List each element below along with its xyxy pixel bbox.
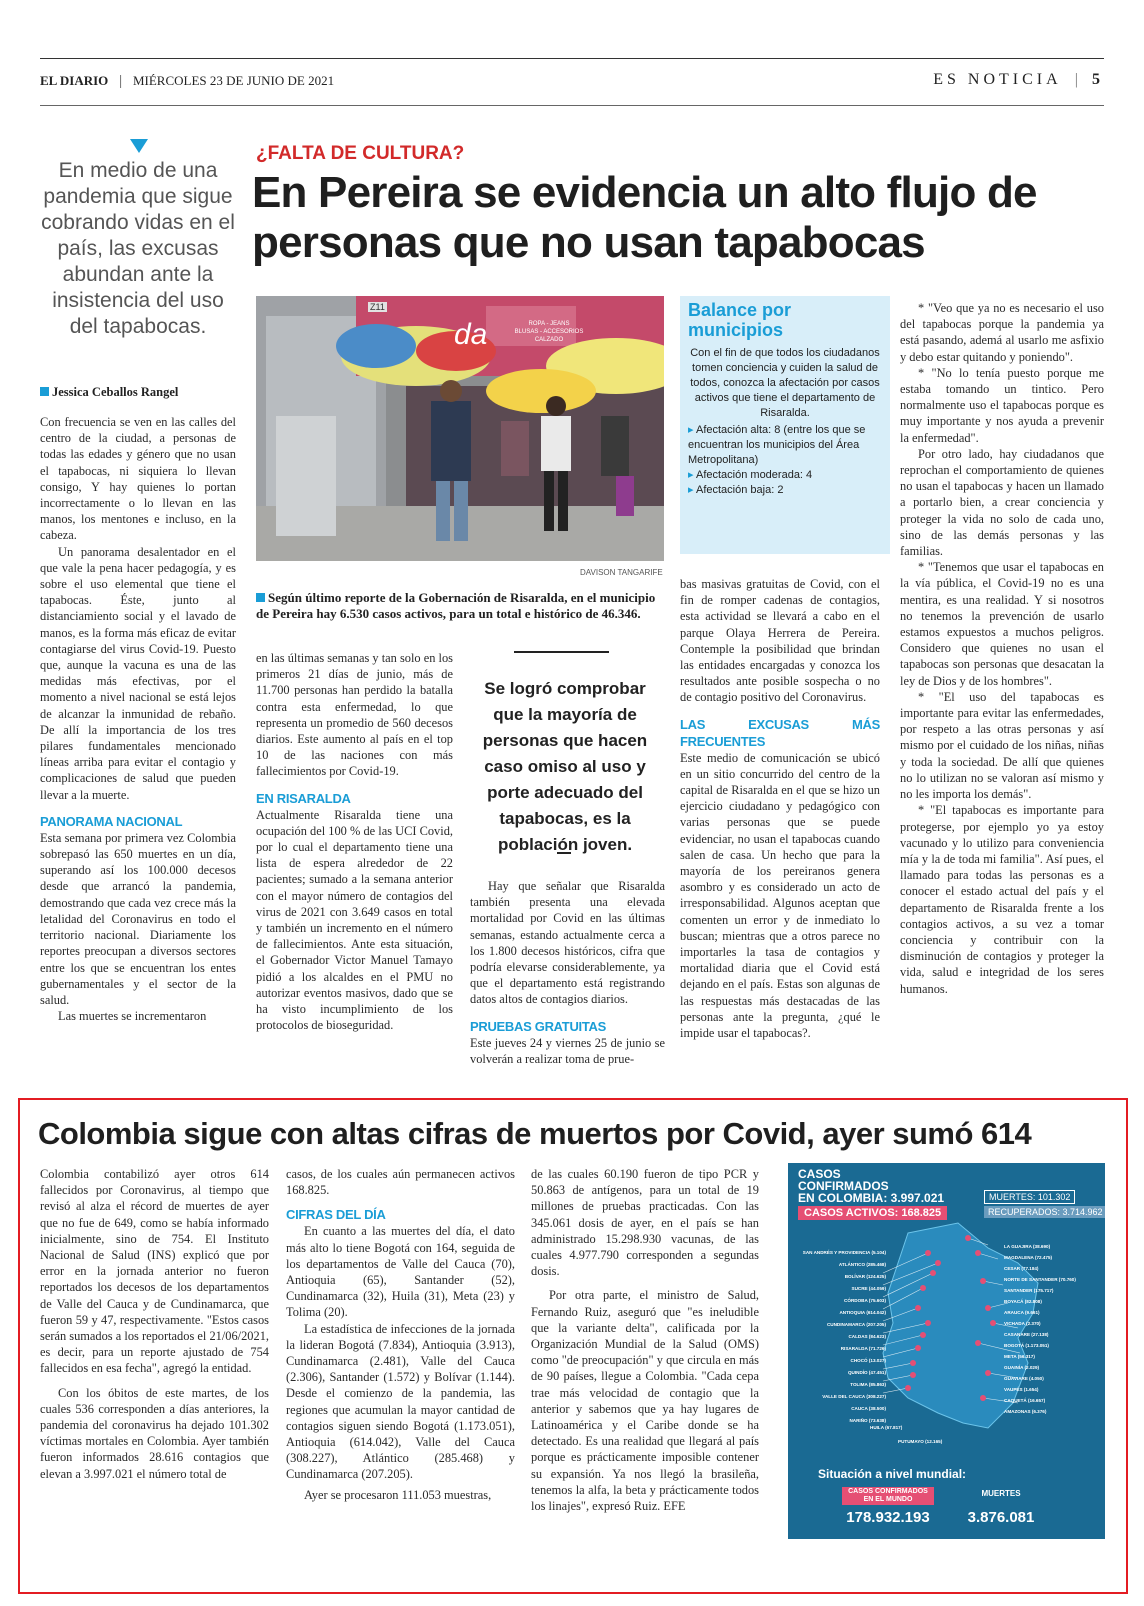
- region-label: RISARALDA (71.726): [840, 1346, 886, 1351]
- box-item: ▸ Afectación alta: 8 (entre los que se encuentran los municipios del Área Metropolitana): [688, 424, 866, 466]
- region-label: META (56.317): [1004, 1354, 1035, 1359]
- paragraph: Por otra parte, el ministro de Salud, Fernando Ruiz, aseguró que "es ineludible que la variante delta", calificada por la Organización Mundial de la Salud (OMS) como "de preocupación" y que circula en más de 90 países, llegue a Colombia. "Cada cepa trae más velocidad de contagio que la anterior y sabemos que ya hay lugares de Latinoamérica y el Caribe donde se ha detectado. Es una realidad que llegará al país porque es prácticamente imposible contener su expansión. Ya nos llegó la brasileña, tenemos la alfa, la beta y prácticamente todos los linajes", expresó Ruiz. EFE: [531, 1288, 759, 1514]
- region-label: CALDAS (84.623): [848, 1334, 886, 1339]
- pull-quote-left: En medio de una pandemia que sigue cobrando vidas en el país, las excusas abundan ante la insistencia del uso del tapabocas.: [41, 159, 235, 338]
- pull-quote-mid: Se logró comprobar que la mayoría de personas que hacen caso omiso al uso y porte adecuado del tapabocas, es la población joven.: [482, 679, 648, 854]
- triangle-bullet-icon: ▸: [688, 424, 694, 436]
- street-photo: [256, 296, 664, 561]
- subhead-pruebas: PRUEBAS GRATUITAS: [470, 1018, 606, 1034]
- column-4: [680, 576, 880, 1041]
- triangle-bullet-icon: ▸: [688, 484, 694, 496]
- box-item: ▸ Afectación moderada: 4: [688, 469, 813, 481]
- page-header: EL DIARIO | MIÉRCOLES 23 DE JUNIO DE 2021 ES NOTICIA | 5: [40, 58, 1104, 106]
- paragraph: Hay que señalar que Risaralda también presenta una elevada mortalidad por Covid en las últimas semanas, estando actualmente cerca a los 1.800 decesos históricos, cifra que podría elevarse considerablemente, ya que el departamento está registrando datos altos de contagios diarios.: [470, 879, 665, 1007]
- paragraph: en las últimas semanas y tan solo en los primeros 21 días de junio, más de 11.700 personas han perdido la batalla contra esta enfermedad, lo que representa un promedio de 560 decesos diarios. Este aumento al país en el top 10 de las naciones con más fallecimientos por Covid-19.: [256, 651, 453, 779]
- issue-date: MIÉRCOLES 23 DE JUNIO DE 2021: [132, 73, 335, 88]
- region-label: ATLÁNTICO (285.468): [838, 1262, 886, 1267]
- paragraph: * "El tapabocas es importante para protegerse, por ejemplo yo ya estoy vacunado y lo utilizo para conveniencia mía y la de toda mi familia". Así pues, el llamado para todas las personas es a conocer el estado actual del país y el departamento de Risaralda frente a los contagios activos, a su vez a tomar conciencia y contribuir con la disminución de contagios y proteger la vida, salud e integridad de los seres humanos.: [900, 803, 1104, 996]
- region-label: SANTANDER (175.717): [1004, 1288, 1054, 1293]
- infographic-title-2: CONFIRMADOS: [798, 1179, 889, 1193]
- region-label: CAQUETÁ (16.657): [1004, 1398, 1046, 1403]
- paragraph: Actualmente Risaralda tiene una ocupación del 100 % de las UCI Covid, por lo cual el departamento tiene una lista de espera alrededor de 22 pacientes; sumado a la semana anterior con el mayor número de contagios del virus de 2021 con 3.649 casos en total y también un incremento en el número de fallecimientos. Ante esta situación, el Gobernador Victor Manuel Tamayo pidió a los alcaldes en el PMU no autorizar eventos masivos, dado que se ha visto incumplimiento de los protocolos de bioseguridad.: [256, 807, 453, 1033]
- paragraph: En cuanto a las muertes del día, el dato más alto lo tiene Bogotá con 164, seguida de los departamentos de Valle del Cauca (70), Antioquia (65), Santander (52), Cundinamarca (32), Huila (31), Meta (23) y Tolima (20).: [286, 1224, 515, 1320]
- region-label: BOLÍVAR (124.625): [844, 1274, 886, 1279]
- paragraph: * "No lo tenía puesto porque me estaba tomando un tintico. Pero normalmente uso el tapabocas porque es muy importante y nos ayuda a prevenir la enfermedad".: [900, 365, 1104, 445]
- region-label: SUCRE (44.059): [851, 1286, 886, 1291]
- paragraph: de las cuales 60.190 fueron de tipo PCR y 50.863 de antígenos, para un total de 19 millones de pruebas practicadas. Con las 345.061 dosis de ayer, en el país se han administrado 15.298.930 vacunas, de las cuales 4.977.790 corresponden a segundas dosis.: [531, 1167, 759, 1279]
- paragraph: * "Tenemos que usar el tapabocas en la vía pública, el Covid-19 no es una mentira, es una realidad. Y si nosotros no tenemos la prevención de usarlo estamos expuestos a muchos peligros. Considero que quienes no usan el tapabocas son personas que desacatan la ley de Dios y de los hombres".: [900, 560, 1104, 688]
- world-cases-label: CASOS CONFIRMADOS EN EL MUNDO: [842, 1487, 934, 1505]
- secondary-column-2: [286, 1166, 515, 1503]
- paragraph: Con frecuencia se ven en las calles del centro de la ciudad, a personas de todas las edades y género que no usan el tapabocas, ni siquiera lo llevan consigo, Y hay quienes lo portan incorrectamente o lo llevan en las manos, los mentones e incluso, en la cabeza.: [40, 415, 236, 543]
- paragraph: Ayer se procesaron 111.053 muestras,: [304, 1487, 492, 1502]
- region-label: PUTUMAYO (12.165): [898, 1439, 943, 1444]
- region-label: SAN ANDRÉS Y PROVIDENCIA (5.104): [802, 1250, 886, 1255]
- paragraph: bas masivas gratuitas de Covid, con el fin de romper cadenas de contagios, esta actividad se llevará a cabo en el parque Olaya Herrera de Pereira. Contemple la posibilidad que brindan las entidades encargadas y conozca los resultados ante posible sospecha o no de contagio positivo del Coronavirus.: [680, 577, 880, 705]
- paragraph: Las muertes se incrementaron: [58, 1009, 207, 1024]
- paragraph: casos, de los cuales aún permanecen activos 168.825.: [286, 1167, 515, 1198]
- box-title: Balance por municipios: [688, 300, 792, 340]
- region-label: AMAZONAS (6.376): [1004, 1409, 1047, 1414]
- pullquote-rule-bottom: [557, 852, 571, 854]
- paragraph: Este jueves 24 y viernes 25 de junio se volverán a realizar toma de prue-: [470, 1035, 665, 1066]
- region-label: BOYACÁ (82.808): [1004, 1299, 1042, 1304]
- deaths-badge: MUERTES: 101.302: [984, 1190, 1075, 1204]
- photo-credit: DAVISON TANGARIFE: [580, 568, 663, 577]
- region-label: CESAR (77.184): [1004, 1266, 1039, 1271]
- region-list-left: [798, 1247, 886, 1427]
- region-label: NORTE DE SANTANDER (70.760): [1004, 1277, 1076, 1282]
- subhead-risaralda: EN RISARALDA: [256, 790, 351, 806]
- column-3: [470, 878, 665, 1067]
- world-title: Situación a nivel mundial:: [818, 1467, 967, 1481]
- infographic-title-3: EN COLOMBIA: 3.997.021: [798, 1191, 945, 1205]
- paper-name: EL DIARIO: [40, 73, 109, 88]
- region-label: ARAUCA (9.661): [1004, 1310, 1040, 1315]
- paragraph: * "El uso del tapabocas es importante para evitar las enfermedades, por respeto a las otras personas y así mismo por el cuidado de los niñas, niñas y toda la sociedad. De allí que quienes no lo utilizan no se valoran así mismo y no les importa los demás".: [900, 689, 1104, 802]
- balance-box: [680, 296, 890, 554]
- region-label: HUILA (67.817): [870, 1425, 903, 1430]
- infographic-title-1: CASOS: [798, 1167, 841, 1181]
- active-cases-badge: CASOS ACTIVOS: 168.825: [798, 1206, 947, 1220]
- caption-square-icon: [256, 593, 265, 602]
- recovered-badge: RECUPERADOS: 3.714.962: [984, 1206, 1105, 1218]
- photo-sign-store: ROPA - JEANS BLUSAS - ACCESORIOS CALZADO: [514, 321, 584, 343]
- world-cases-value: 178.932.193: [846, 1509, 930, 1526]
- box-item: ▸ Afectación baja: 2: [688, 484, 784, 496]
- paragraph: La estadística de infecciones de la jornada la lideran Bogotá (7.834), Antioquia (3.913), Cundinamarca (2.481), Valle del Cauca (2.306), Santander (1.572) y Bolívar (1.144). Desde el comienzo de la pandemia, las regiones que acumulan la mayor cantidad de contagios siguen siendo Bogotá (1.173.051), Antioquia (614.042), Valle del Cauca (308.227), Atlántico (285.468) y Cundinamarca (207.205).: [286, 1321, 515, 1482]
- region-label: BOGOTÁ (1.173.051): [1004, 1343, 1049, 1348]
- subhead-cifras: CIFRAS DEL DÍA: [286, 1207, 386, 1223]
- covid-infographic: [788, 1163, 1105, 1539]
- secondary-column-3: [531, 1166, 759, 1514]
- region-label: GUAVIARE (4.050): [1004, 1376, 1044, 1381]
- region-label: LA GUAJIRA (38.690): [1004, 1244, 1051, 1249]
- column-5: [900, 300, 1104, 997]
- region-label: CUNDINAMARCA (207.205): [826, 1322, 886, 1327]
- paragraph: Con los óbitos de este martes, de los cuales 536 corresponden a días anteriores, la pandemia del coronavirus ha dejado 101.302 víctimas mortales en Colombia. Ayer también fueron informados 28.616 contagios que elevan a 3.997.021 el número total de: [40, 1385, 269, 1481]
- author-name: Jessica Ceballos Rangel: [52, 385, 179, 399]
- region-label: VAUPÉS (1.654): [1004, 1387, 1039, 1392]
- triangle-bullet-icon: ▸: [688, 469, 694, 481]
- region-label: VICHADA (2.370): [1004, 1321, 1041, 1326]
- secondary-column-1: [40, 1166, 269, 1482]
- region-label: CÓRDOBA (75.603): [844, 1298, 886, 1303]
- section-name: ES NOTICIA: [933, 71, 1061, 88]
- column-1: [40, 414, 236, 1024]
- subhead-excusas: LAS EXCUSAS MÁS FRECUENTES: [680, 716, 880, 749]
- main-headline: En Pereira se evidencia un alto flujo de personas que no usan tapabocas: [252, 168, 1037, 267]
- paragraph: * "Veo que ya no es necesario el uso del tapabocas porque la pandemia ya está pasando, ademá al usarlo me asfixio y debo estar quitando y poniendo".: [900, 301, 1104, 364]
- paragraph: Esta semana por primera vez Colombia sobrepasó las 650 muertes en un día, superando así los 100.000 decesos desde que arrancó la pandemia, demostrando que cada vez crece más la letalidad del Coronavirus en todo el territorio nacional. Diariamente los reportes preocupan a diversos sectores entre los que se encuentran los entes gubernamentales y el sector de la salud.: [40, 830, 236, 1007]
- paragraph: Un panorama desalentador en el que vale la pena hacer pedagogía, y es sobre el uso elemental que tiene el tapabocas. Éste, junto al distanciamiento social y el lavado de manos, es la forma más eficaz de evitar contagiarse del virus Covid-19. Puesto que, aunque la vacuna es una de las medidas más efectivas, por el momento a nivel nacional se está lejos de alcanzar la inmunidad de rebaño. De allí la importancia de los tres pilares fundamentales mencionado líneas arriba para evitar el contagio y complicaciones de salud que pueden llevar a la muerte.: [40, 544, 236, 802]
- photo-sign-number: Z11: [370, 302, 385, 312]
- paragraph: Este medio de comunicación se ubicó en un sitio concurrido del centro de la capital de Risaralda en el que se hizo un ejercicio ciudadano y pedagógico con varias personas que se puede evidenciar, no usan el tapabocas cuando salen de casa. Un hecho que para la mayoría de los pereiranos genera asombro y es considerado un acto de irresponsabilidad. Algunos aceptan que comenten un error y de inmediato lo buscan; mientras que a otros parece no importarles la tasa de contagios y mortalidad diaria que el Covid está dejando en el país. Estas son algunas de las respuestas más destacadas de las personas ante la pregunta, ¿qué le impide usar el tapabocas?.: [680, 750, 880, 1041]
- kicker: ¿FALTA DE CULTURA?: [256, 143, 465, 164]
- region-label: CHOCÓ (13.027): [850, 1358, 886, 1363]
- pullquote-rule-top: [514, 651, 609, 653]
- photo-sign-brand: da: [454, 318, 488, 351]
- box-intro: Con el fin de que todos los ciudadanos tomen conciencia y cuiden la salud de todos, conozca la afectación por casos activos que tiene el departamento de Risaralda.: [690, 347, 880, 419]
- region-label: CASANARE (27.138): [1004, 1332, 1049, 1337]
- paragraph: Colombia contabilizó ayer otros 614 fallecidos por Coronavirus, al tiempo que revisó al alza el récord de muertes de ayer que no fue de 649, como se había informado inicialmente, sino de 754. El Instituto Nacional de Salud (INS) explicó que por error en la jornada anterior no fueron reportados los decesos de los departamentos de Valle del Cauca y de Cundinamarca, que fueron 59 y 47, respectivamente. "Estos casos serán sumados a los reportados el 21/06/2021, es decir, para un reporte ajustado de 754 fallecidos en esa fecha", agregó la entidad.: [40, 1167, 269, 1376]
- region-list-right: [1004, 1241, 1102, 1417]
- region-label: TOLIMA (85.863): [850, 1382, 886, 1387]
- region-label: MAGDALENA (72.475): [1004, 1255, 1053, 1260]
- region-label: ANTIOQUIA (614.042): [839, 1310, 886, 1315]
- byline-square-icon: [40, 387, 49, 396]
- region-label: VALLE DEL CAUCA (308.227): [822, 1394, 886, 1399]
- world-deaths-label: MUERTES: [981, 1489, 1021, 1498]
- down-triangle-icon: [130, 139, 148, 153]
- secondary-headline: Colombia sigue con altas cifras de muertos por Covid, ayer sumó 614: [38, 1116, 1032, 1151]
- world-deaths-value: 3.876.081: [967, 1509, 1035, 1526]
- byline: [40, 385, 178, 400]
- region-label: CAUCA (38.500): [851, 1406, 886, 1411]
- page-number: 5: [1092, 71, 1104, 88]
- caption-text: Según último reporte de la Gobernación de Risaralda, en el municipio de Pereira hay 6.530 casos activos, para un total e histórico de 46.346.: [256, 590, 656, 621]
- region-label: GUAINÍA (2.029): [1004, 1365, 1040, 1370]
- region-label: QUINDÍO (47.451): [847, 1370, 886, 1375]
- photo-caption: [256, 590, 666, 622]
- column-2: [256, 650, 453, 1033]
- paragraph: Por otro lado, hay ciudadanos que reprochan el comportamiento de quienes no usan el tapabocas y hacen un llamado a portarlo bien, a crear conciencia y proteger la vida no solo de cada uno, sino de las demás personas y las familias.: [900, 446, 1104, 559]
- subhead-panorama: PANORAMA NACIONAL: [40, 813, 183, 829]
- region-label: NARIÑO (73.638): [849, 1418, 886, 1423]
